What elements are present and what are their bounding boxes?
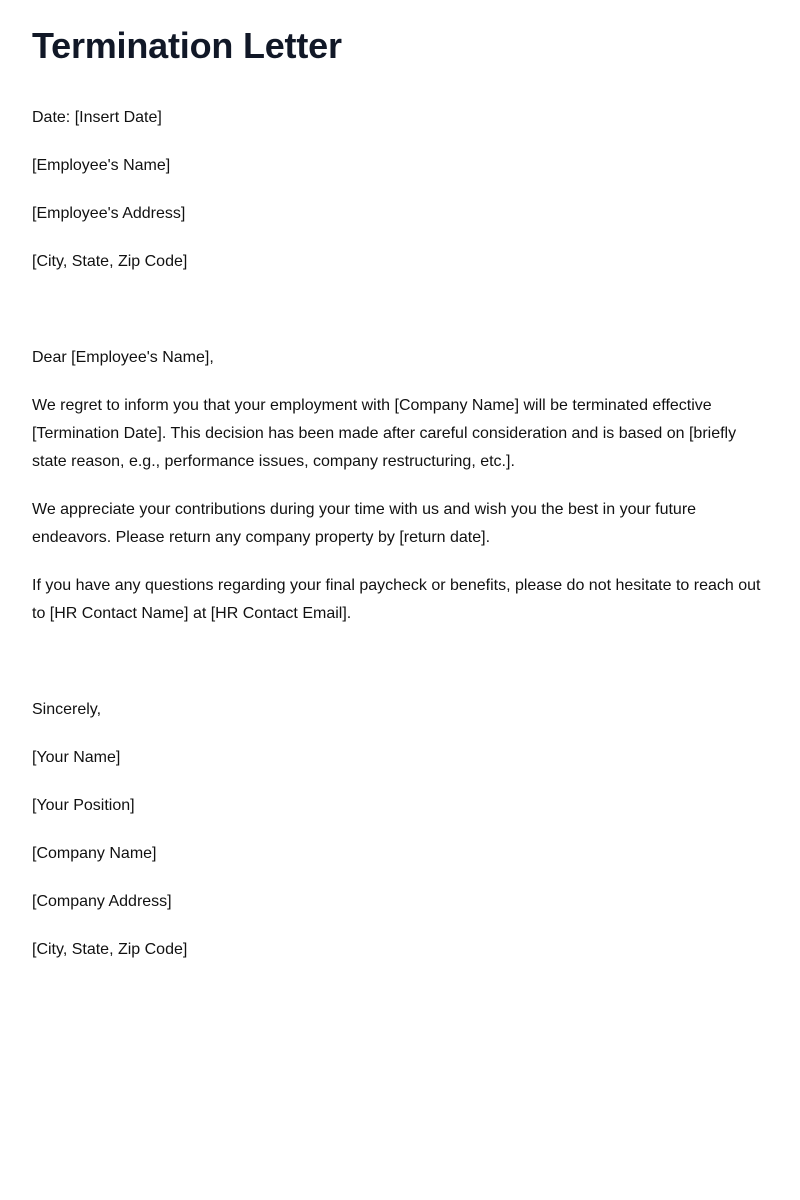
- closing-spacer: [32, 648, 768, 696]
- paragraph-appreciation: We appreciate your contributions during your time with us and wish you the best in your future endeavors. Please return any company property by [return date].: [32, 501, 697, 546]
- date-line: Date: [Insert Date]: [32, 109, 162, 126]
- signature-company-address: [Company Address]: [32, 893, 172, 910]
- salutation: Dear [Employee's Name],: [32, 349, 214, 366]
- employee-name-line: [Employee's Name]: [32, 157, 171, 174]
- signature-city: [City, State, Zip Code]: [32, 941, 188, 958]
- closing: Sincerely,: [32, 701, 102, 718]
- letter-body: [32, 104, 768, 964]
- employee-address-line: [Employee's Address]: [32, 205, 186, 222]
- signature-position: [Your Position]: [32, 797, 135, 814]
- signature-name: [Your Name]: [32, 749, 121, 766]
- paragraph-termination: We regret to inform you that your employment with [Company Name] will be terminated effective [Termination Date]. This decision has been made after careful consideration and is based on [briefly state reason, e.g., performance issues, company restructuring, etc.].: [32, 397, 737, 470]
- paragraph-contact: If you have any questions regarding your final paycheck or benefits, please do not hesitate to reach out to [HR Contact Name] at [HR Contact Email].: [32, 577, 761, 622]
- page-title: Termination Letter: [32, 25, 342, 66]
- signature-company: [Company Name]: [32, 845, 157, 862]
- employee-city-line: [City, State, Zip Code]: [32, 253, 188, 270]
- header-spacer: [32, 296, 768, 344]
